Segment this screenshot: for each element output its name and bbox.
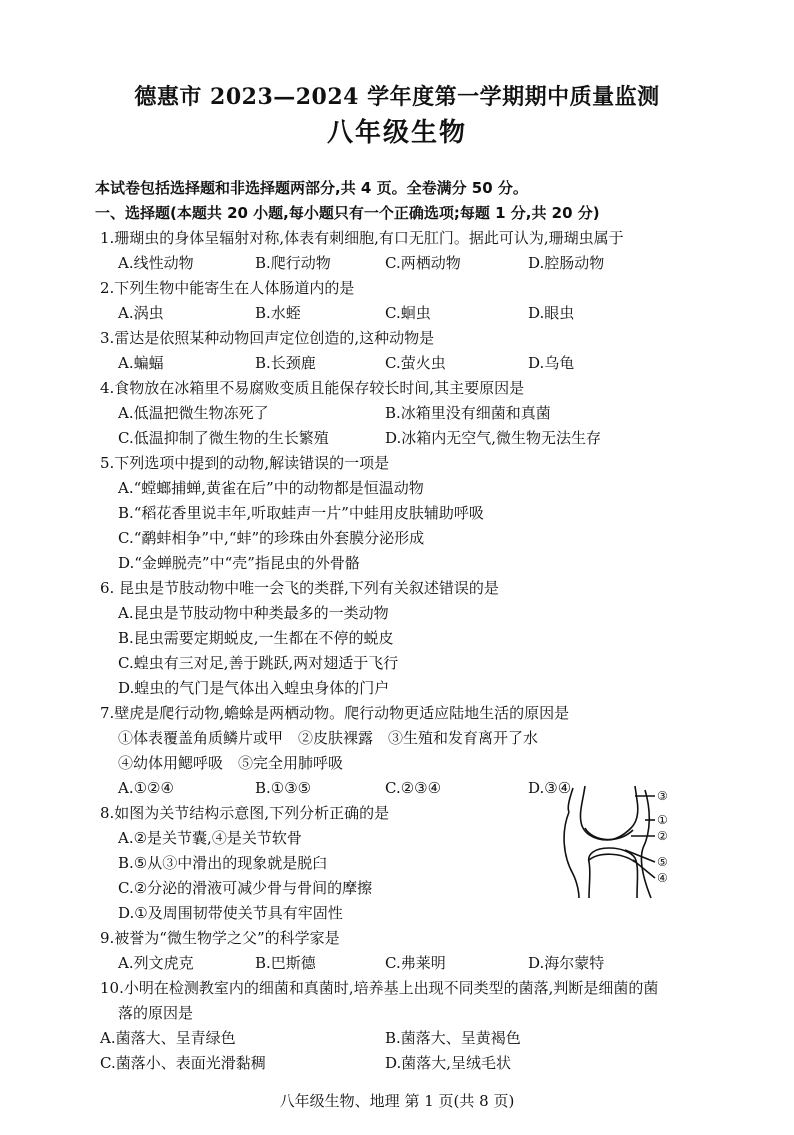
q9-option-d: D.海尔蒙特 [528, 954, 605, 972]
q7-option-d: D.③④ [528, 779, 572, 797]
q4-option-d: D.冰箱内无空气,微生物无法生存 [385, 429, 602, 447]
q1-option-d: D.腔肠动物 [528, 254, 605, 272]
q2-stem: 2.下列生物中能寄生在人体肠道内的是 [100, 279, 355, 297]
label-2: ② [657, 829, 668, 843]
q2-option-a: A.涡虫 [118, 304, 164, 322]
q7-option-c: C.②③④ [385, 779, 442, 797]
q3-option-a: A.蝙蝠 [118, 354, 164, 372]
label-5: ⑤ [657, 855, 668, 869]
q1-option-c: C.两栖动物 [385, 254, 461, 272]
q8-option-b: B.⑤从③中滑出的现象就是脱臼 [118, 854, 328, 872]
q5-option-a: A.“螳螂捕蝉,黄雀在后”中的动物都是恒温动物 [118, 479, 424, 497]
q3-option-c: C.萤火虫 [385, 354, 446, 372]
upper-bone [580, 786, 637, 840]
section-heading: 一、选择题(本题共 20 小题,每小题只有一个正确选项;每题 1 分,共 20 分) [95, 204, 600, 222]
q5-stem: 5.下列选项中提到的动物,解读错误的一项是 [100, 454, 390, 472]
q2-option-c: C.蛔虫 [385, 304, 431, 322]
q1-option-a: A.线性动物 [118, 254, 194, 272]
page-footer: 八年级生物、地理 第 1 页(共 8 页) [279, 1092, 515, 1110]
exam-subject: 八年级生物 [326, 118, 467, 148]
q9-option-c: C.弗莱明 [385, 954, 446, 972]
q10-option-c: C.菌落小、表面光滑黏稠 [100, 1054, 266, 1072]
label-1: ① [657, 813, 668, 827]
q6-option-c: C.蝗虫有三对足,善于跳跃,两对翅适于飞行 [118, 654, 399, 672]
q1-stem: 1.珊瑚虫的身体呈辐射对称,体表有刺细胞,有口无肛门。据此可认为,珊瑚虫属于 [100, 229, 624, 247]
q4-stem: 4.食物放在冰箱里不易腐败变质且能保存较长时间,其主要原因是 [100, 379, 525, 397]
joint-capsule-left [564, 812, 579, 898]
q8-option-a: A.②是关节囊,④是关节软骨 [118, 829, 302, 847]
q6-option-d: D.蝗虫的气门是气体出入蝗虫身体的门户 [118, 679, 390, 697]
q3-stem: 3.雷达是依照某种动物回声定位创造的,这种动物是 [100, 329, 435, 347]
q10-option-b: B.菌落大、呈黄褐色 [385, 1029, 521, 1047]
q9-stem: 9.被誉为“微生物学之父”的科学家是 [100, 929, 340, 947]
q3-option-b: B.长颈鹿 [255, 354, 316, 372]
q10-option-d: D.菌落大,呈绒毛状 [385, 1054, 512, 1072]
q9-option-b: B.巴斯德 [255, 954, 316, 972]
q3-option-d: D.乌龟 [528, 354, 575, 372]
q6-stem: 6. 昆虫是节肢动物中唯一会飞的类群,下列有关叙述错误的是 [100, 579, 499, 597]
q9-option-a: A.列文虎克 [118, 954, 194, 972]
cartilage-upper [585, 828, 633, 840]
capsule-top-left [568, 788, 573, 812]
q5-option-c: C.“鹬蚌相争”中,“蚌”的珍珠由外套膜分泌形成 [118, 529, 425, 547]
q2-option-d: D.眼虫 [528, 304, 575, 322]
q6-option-b: B.昆虫需要定期蜕皮,一生都在不停的蜕皮 [118, 629, 394, 647]
q7-statements-2: ④幼体用鳃呼吸 ⑤完全用肺呼吸 [118, 754, 344, 772]
leader-5 [625, 850, 655, 862]
q7-statements-1: ①体表覆盖角质鳞片或甲 ②皮肤裸露 ③生殖和发育离开了水 [118, 729, 539, 747]
exam-title: 德惠市 2023—2024 学年度第一学期期中质量监测 [134, 84, 660, 110]
q5-option-b: B.“稻花香里说丰年,听取蛙声一片”中蛙用皮肤辅助呼吸 [118, 504, 484, 522]
q5-option-d: D.“金蝉脱壳”中“壳”指昆虫的外骨骼 [118, 554, 360, 572]
q8-option-d: D.①及周围韧带使关节具有牢固性 [118, 904, 343, 922]
joint-capsule-right [641, 790, 651, 898]
label-3: ③ [657, 789, 668, 803]
q10-stem-1: 10.小明在检测教室内的细菌和真菌时,培养基上出现不同类型的菌落,判断是细菌的菌 [100, 979, 659, 997]
q10-stem-2: 落的原因是 [118, 1004, 194, 1022]
q4-option-c: C.低温抑制了微生物的生长繁殖 [118, 429, 329, 447]
q4-option-b: B.冰箱里没有细菌和真菌 [385, 404, 551, 422]
q10-option-a: A.菌落大、呈青绿色 [100, 1029, 236, 1047]
q8-option-c: C.②分泌的滑液可减少骨与骨间的摩擦 [118, 879, 373, 897]
q7-option-a: A.①②④ [118, 779, 174, 797]
q7-stem: 7.壁虎是爬行动物,蟾蜍是两栖动物。爬行动物更适应陆地生活的原因是 [100, 704, 570, 722]
q8-stem: 8.如图为关节结构示意图,下列分析正确的是 [100, 804, 390, 822]
cartilage-lower [589, 854, 635, 862]
q6-option-a: A.昆虫是节肢动物中种类最多的一类动物 [118, 604, 389, 622]
intro-text: 本试卷包括选择题和非选择题两部分,共 4 页。全卷满分 50 分。 [95, 179, 528, 197]
label-4: ④ [657, 871, 668, 885]
q2-option-b: B.水蛭 [255, 304, 301, 322]
q1-option-b: B.爬行动物 [255, 254, 331, 272]
q4-option-a: A.低温把微生物冻死了 [118, 404, 269, 422]
joint-diagram [555, 782, 685, 900]
q7-option-b: B.①③⑤ [255, 779, 312, 797]
